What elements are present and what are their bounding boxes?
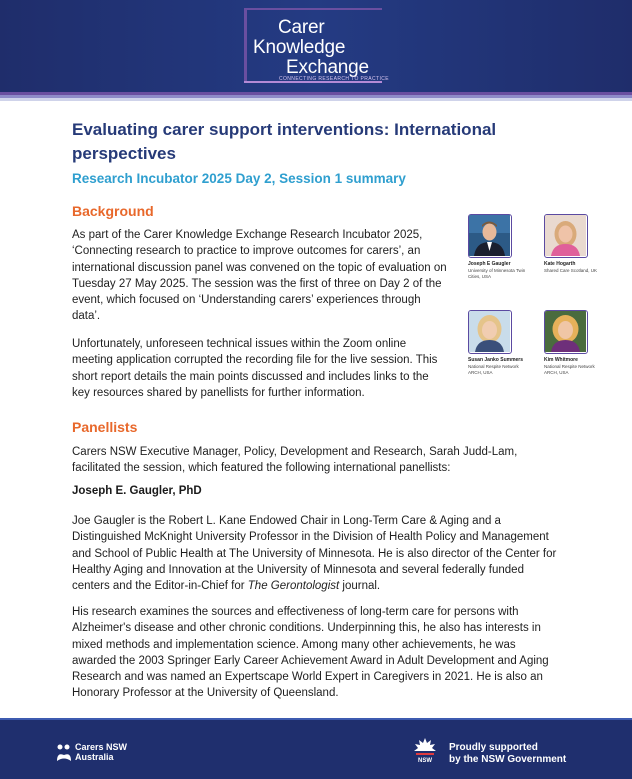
logo-text: Exchange [286,57,369,78]
document-title: Evaluating carer support interventions: International perspectives [72,120,497,163]
document-subtitle: Research Incubator 2025 Day 2, Session 1 summary [72,171,406,186]
panellist-affiliation: National Respite Network ARCH, USA [468,364,519,375]
panellist-photo [544,310,588,354]
waratah-icon [411,737,439,757]
panellists-heading: Panellists [72,419,138,435]
panellist-photo [468,214,512,258]
logo-tagline: CONNECTING RESEARCH TO PRACTICE [279,76,390,82]
support-line: Proudly supported [449,742,538,753]
panellist-card [544,214,604,274]
panellist-photo [468,310,512,354]
panellist-bio: Joe Gaugler is the Robert L. Kane Endowed Chair in Long-Term Care & Aging and a Distinguished McKnight University Professor in the Division of Health Policy and Management and School of Public Health at The University of Minnesota. He is also director of the Center for Healthy Aging and Innovation at the University of Minnesota and several federally funded centers and the Editor-in-Chief for The Gerontologist journal. [72,515,557,593]
carer-knowledge-exchange-logo [244,8,382,83]
panellist-card [468,310,528,375]
panellist-name: Susan Janko Summers [468,357,524,363]
nsw-government-logo [411,737,439,765]
panellist-affiliation: University of Minnesota Twin Cities, USA [468,268,526,279]
carers-nsw-icon [55,743,73,763]
carers-logo-text: Carers NSW [75,742,128,752]
carers-nsw-logo [55,741,155,765]
nsw-logo-text: NSW [418,758,432,764]
panellist-bio: His research examines the sources and effectiveness of long-term care for persons with Alzheimer's disease and other chronic conditions. Underpinning this, he also has interests in mixed methods and implementation science. Among many other achievements, he was awarded the 2003 Springer Early Career Achievement Award in Adult Development and Aging Research and was named an Expertscape World Expert in Caregivers in 2021. He is also an Honorary Professor at the University of Queensland. [72,606,549,700]
carers-logo-text: Australia [75,751,114,762]
header-stripe [0,98,632,101]
background-paragraph: Unfortunately, unforeseen technical issues within the Zoom online meeting application corrupted the recording file for the live session. This short report details the main points discussed and includes links to the key resources shared by panellists for further information. [72,338,438,399]
background-paragraph: As part of the Carer Knowledge Exchange Research Incubator 2025, ‘Connecting research to practice to improve outcomes for carers’, an international discussion panel was convened on the topic of evaluation on Tuesday 27 May 2025. The session was the first of three on Day 2 of the event, which focused on ‘Understanding carers’ experiences through data’. [72,229,447,323]
panellist-card [468,214,528,279]
logo-text: Knowledge [253,37,346,58]
journal-title: The Gerontologist [247,580,340,593]
panellist-name: Kim Whitmore [544,357,578,363]
panellist-affiliation: Shared Care Scotland, UK [544,268,598,273]
panellist-heading: Joseph E. Gaugler, PhD [72,485,202,497]
panellist-name: Kate Hogarth [544,261,576,267]
panellist-name: Joseph E Gaugler [468,261,511,267]
panellist-photo [544,214,588,258]
panellists-intro: Carers NSW Executive Manager, Policy, Development and Research, Sarah Judd-Lam, facilitated the session, which featured the following international panellists: [72,446,518,475]
panellist-affiliation: National Respite Network ARCH, USA [544,364,595,375]
support-statement [449,742,566,766]
panellist-card [544,310,604,375]
support-line: by the NSW Government [449,754,567,765]
background-heading: Background [72,203,154,219]
logo-text: Carer [278,17,325,38]
